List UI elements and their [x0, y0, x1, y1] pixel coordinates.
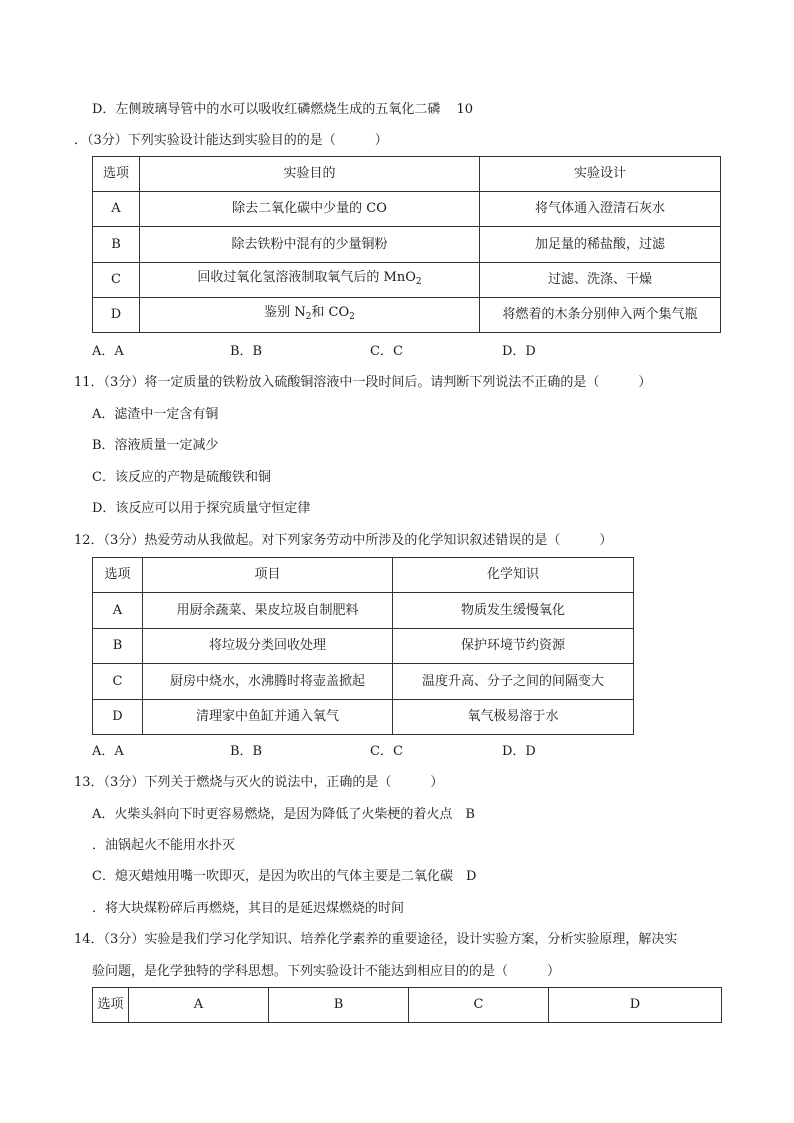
- q10-stem: ．（3分）下列实验设计能达到实验目的的是（ ）: [74, 133, 388, 148]
- header-cell: C: [409, 988, 549, 1023]
- header-cell: 选项: [93, 558, 143, 593]
- table-row: [93, 227, 721, 263]
- table-header-row: [93, 157, 721, 192]
- goal-cell: [140, 298, 480, 333]
- q13-line-3: C．熄灭蜡烛用嘴一吹即灭，是因为吹出的气体主要是二氧化碳 D: [92, 869, 477, 884]
- goal-text: 鉴别 N: [264, 305, 306, 320]
- item-cell: 用厨余蔬菜、果皮垃圾自制肥料: [143, 593, 393, 629]
- q13-line-1: A．火柴头斜向下时更容易燃烧，是因为降低了火柴梗的着火点 B: [92, 807, 475, 822]
- knowledge-cell: 温度升高、分子之间的间隔变大: [393, 664, 634, 700]
- q11-option-a: A．滤渣中一定含有铜: [92, 407, 219, 422]
- header-cell: 实验目的: [140, 157, 480, 192]
- header-cell: A: [129, 988, 269, 1023]
- option-cell: B: [93, 629, 143, 664]
- q13-line-4: ．将大块煤粉碎后再燃烧，其目的是延迟煤燃烧的时间: [92, 901, 405, 916]
- option-cell: C: [93, 263, 140, 298]
- q10-table: [92, 156, 721, 333]
- subscript: 2: [305, 312, 312, 322]
- table-header-row: [93, 988, 722, 1023]
- option-cell: D: [93, 298, 140, 333]
- item-cell: 将垃圾分类回收处理: [143, 629, 393, 664]
- q12-stem: 12．（3分）热爱劳动从我做起。对下列家务劳动中所涉及的化学知识叙述错误的是（ ）: [74, 533, 613, 548]
- q11-stem: 11．（3分）将一定质量的铁粉放入硫酸铜溶液中一段时间后。请判断下列说法不正确的是（ ）: [74, 375, 652, 390]
- design-cell: 将燃着的木条分别伸入两个集气瓶: [480, 298, 721, 333]
- q14-stem-line-1: 14．（3分）实验是我们学习化学知识、培养化学素养的重要途径，设计实验方案，分析实验原理，解决实: [74, 932, 678, 947]
- table-row: [93, 263, 721, 298]
- q13-stem: 13．（3分）下列关于燃烧与灭火的说法中，正确的是（ ）: [74, 775, 444, 790]
- design-cell: 将气体通入澄清石灰水: [480, 192, 721, 227]
- q11-option-b: B．溶液质量一定减少: [92, 438, 219, 453]
- design-cell: 加足量的稀盐酸，过滤: [480, 227, 721, 263]
- goal-cell: [140, 263, 480, 298]
- header-cell: B: [269, 988, 409, 1023]
- option-cell: B: [93, 227, 140, 263]
- q12-options: [92, 743, 536, 761]
- option-cell: C: [93, 664, 143, 700]
- option-d: D．D: [502, 744, 536, 759]
- option-d: D．D: [502, 344, 536, 359]
- knowledge-cell: 氧气极易溶于水: [393, 700, 634, 735]
- item-cell: 厨房中烧水，水沸腾时将壶盖掀起: [143, 664, 393, 700]
- q10-options: [92, 343, 536, 361]
- q9-option-d-text: D．左侧玻璃导管中的水可以吸收红磷燃烧生成的五氧化二磷: [92, 102, 441, 117]
- option-c: C．C: [370, 744, 403, 759]
- option-cell: A: [93, 593, 143, 629]
- knowledge-cell: 物质发生缓慢氧化: [393, 593, 634, 629]
- goal-text: 回收过氧化氢溶液制取氧气后的 MnO: [197, 270, 416, 285]
- q14-stem-line-2: 验问题，是化学独特的学科思想。下列实验设计不能达到相应目的的是（ ）: [92, 964, 561, 979]
- option-a: A．A: [92, 744, 124, 759]
- header-cell: 实验设计: [480, 157, 721, 192]
- goal-cell: 除去二氧化碳中少量的 CO: [140, 192, 480, 227]
- design-cell: 过滤、洗涤、干燥: [480, 263, 721, 298]
- table-header-row: [93, 558, 634, 593]
- q11-option-c: C．该反应的产物是硫酸铁和铜: [92, 470, 271, 485]
- next-question-number: 10: [456, 102, 473, 117]
- subscript: 2: [349, 312, 355, 322]
- table-row: [93, 664, 634, 700]
- table-row: [93, 629, 634, 664]
- option-b: B．B: [230, 744, 263, 759]
- q12-table: [92, 557, 634, 735]
- option-cell: A: [93, 192, 140, 227]
- goal-cell: 除去铁粉中混有的少量铜粉: [140, 227, 480, 263]
- option-c: C．C: [370, 344, 403, 359]
- q9-option-d: [92, 101, 473, 119]
- q14-table: [92, 987, 722, 1023]
- q11-option-d: D．该反应可以用于探究质量守恒定律: [92, 501, 311, 516]
- header-cell: 项目: [143, 558, 393, 593]
- option-a: A．A: [92, 344, 124, 359]
- table-row: [93, 700, 634, 735]
- q13-line-2: ．油锅起火不能用水扑灭: [92, 838, 236, 853]
- header-cell: 选项: [93, 988, 129, 1023]
- option-b: B．B: [230, 344, 263, 359]
- table-row: [93, 593, 634, 629]
- goal-text: 和 CO: [311, 305, 350, 320]
- knowledge-cell: 保护环境节约资源: [393, 629, 634, 664]
- table-row: [93, 192, 721, 227]
- subscript: 2: [415, 277, 422, 287]
- option-cell: D: [93, 700, 143, 735]
- header-cell: 选项: [93, 157, 140, 192]
- table-row: [93, 298, 721, 333]
- header-cell: D: [549, 988, 722, 1023]
- header-cell: 化学知识: [393, 558, 634, 593]
- item-cell: 清理家中鱼缸并通入氧气: [143, 700, 393, 735]
